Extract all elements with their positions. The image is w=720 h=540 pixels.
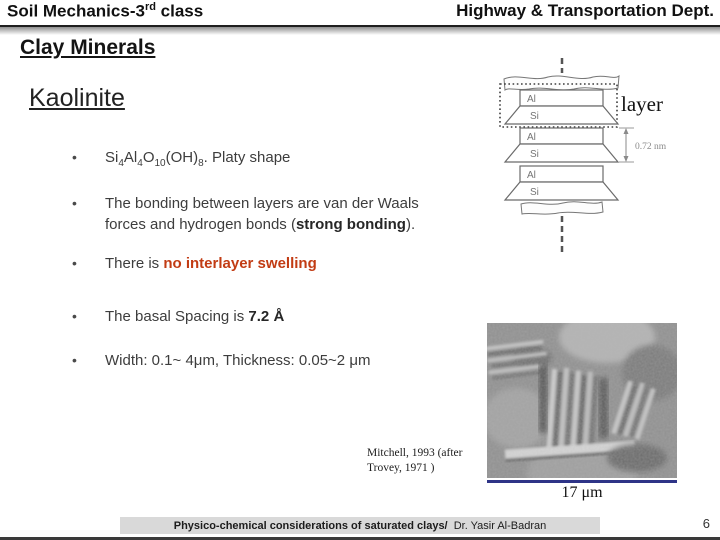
bullet-marker: •	[72, 149, 77, 165]
header-rule-shadow	[0, 27, 720, 35]
header-department: Highway & Transportation Dept.	[456, 1, 714, 20]
header-course-title	[7, 1, 203, 22]
page-number: 6	[702, 516, 710, 531]
bonding-bold: strong bonding	[295, 216, 406, 233]
bullet-marker: •	[72, 308, 77, 324]
bullet-bonding	[72, 193, 472, 235]
scale-bar	[487, 480, 677, 483]
si-sheet-label: Si	[530, 187, 539, 198]
slide-title: Clay Minerals	[20, 36, 156, 59]
bullet-size	[72, 350, 457, 371]
formula-si: Si	[105, 149, 119, 166]
scale-label: 17 μm	[561, 484, 603, 501]
layer-unit	[505, 90, 618, 124]
si-sheet-label: Si	[530, 149, 539, 160]
si-sheet-label: Si	[530, 111, 539, 122]
formula-al: Al	[123, 149, 138, 166]
basal-bold: 7.2 Å	[248, 308, 285, 325]
bullet-marker: •	[72, 352, 77, 368]
footer-author: Dr. Yasir Al-Badran	[447, 519, 547, 532]
header-course-ordinal: rd	[144, 1, 156, 13]
swelling-pre: There is	[105, 255, 164, 272]
caption-line1: Mitchell, 1993 (after	[367, 447, 463, 459]
basal-pre: The basal Spacing is	[105, 308, 249, 325]
swelling-highlight: no interlayer swelling	[163, 255, 317, 272]
bullet-marker: •	[72, 195, 77, 211]
slide-subtitle: Kaolinite	[29, 84, 125, 112]
figure-caption	[367, 446, 482, 476]
bullet-marker: •	[72, 255, 77, 271]
layer-unit	[505, 166, 618, 200]
formula-tail: . Platy shape	[203, 149, 291, 166]
bullet-basal	[72, 306, 457, 327]
al-sheet-label: Al	[527, 170, 536, 181]
bonding-post: ).	[405, 216, 416, 233]
kaolinite-structure-diagram	[488, 58, 673, 258]
footer-title: Physico-chemical considerations of saturated clays/	[173, 519, 448, 532]
al-sheet-label: Al	[527, 132, 536, 143]
broken-layer-bottom	[521, 202, 603, 214]
dimension-072nm	[619, 128, 667, 162]
formula-sub8: 8	[198, 158, 204, 169]
bullet-swelling	[72, 253, 457, 274]
size-text: Width: 0.1~ 4μm, Thickness: 0.05~2 μm	[105, 352, 371, 369]
formula-o: O	[142, 149, 155, 166]
sem-image	[487, 323, 677, 478]
dimension-label: 0.72 nm	[635, 142, 667, 152]
broken-layer-top	[504, 76, 619, 90]
header-course-main: Soil Mechanics-3	[7, 1, 145, 21]
caption-line2: Trovey, 1971 )	[367, 462, 435, 474]
formula-sub4a: 4	[118, 158, 124, 169]
formula-sub10: 10	[154, 158, 166, 169]
bullet-formula	[72, 147, 457, 174]
formula-sub4b: 4	[137, 158, 143, 169]
layer-unit	[505, 128, 618, 162]
al-sheet-label: Al	[527, 94, 536, 105]
footer-bar	[120, 517, 600, 534]
layer-label: layer	[621, 92, 663, 116]
header-course-tail: class	[155, 1, 204, 21]
bonding-pre: The bonding between layers are van der Waals forces and hydrogen bonds (	[105, 195, 419, 233]
formula-oh: (OH)	[165, 149, 199, 166]
